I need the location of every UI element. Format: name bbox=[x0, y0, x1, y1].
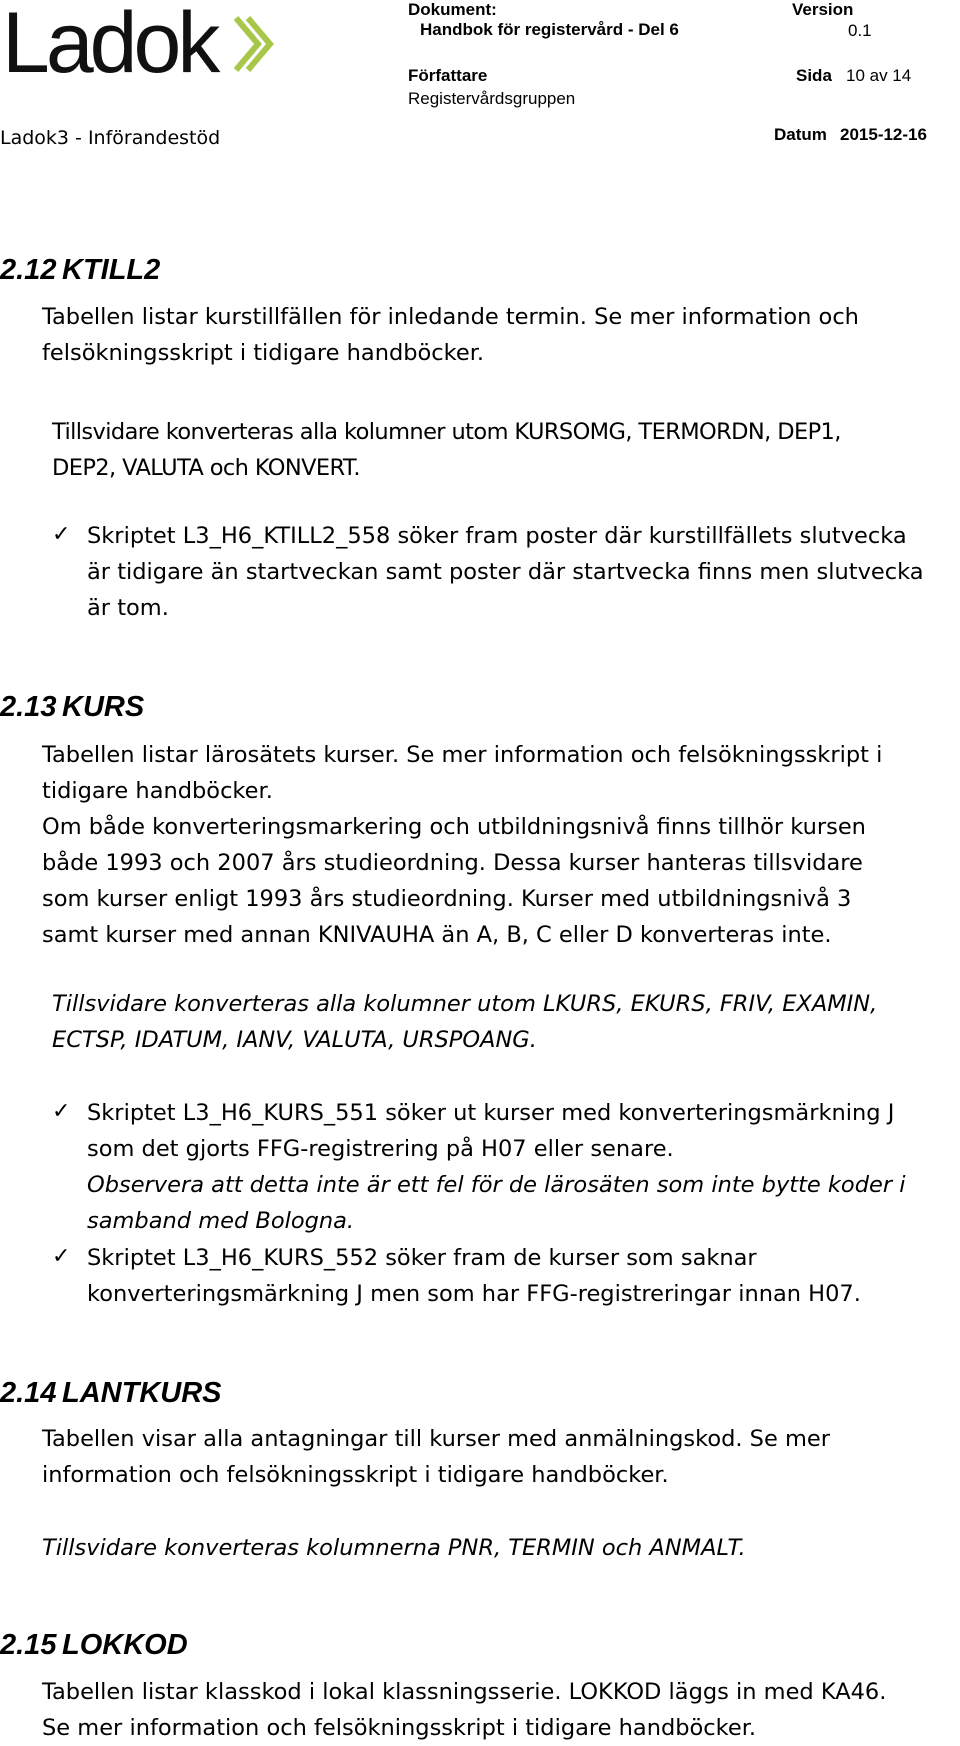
text-line: Observera att detta inte är ett fel för de lärosäten som inte bytte koder i bbox=[87, 1172, 906, 1198]
date-label: Datum bbox=[774, 125, 827, 144]
text-line: Skriptet L3_H6_KTILL2_558 söker fram poster där kurstillfällets slutvecka bbox=[87, 523, 907, 549]
section-number: 2.15 bbox=[0, 1629, 57, 1661]
section-number: 2.14 bbox=[0, 1377, 57, 1409]
text-line: tidigare handböcker. bbox=[42, 778, 273, 804]
paragraph bbox=[42, 299, 859, 371]
date-value: 2015-12-16 bbox=[840, 125, 927, 144]
text-line: Tillsvidare konverteras kolumnerna PNR, TERMIN och ANMALT. bbox=[42, 1535, 746, 1561]
section-title: LOKKOD bbox=[62, 1629, 188, 1661]
check-icon: ✓ bbox=[52, 522, 71, 547]
text-line: som kurser enligt 1993 års studieordning. Kurser med utbildningsnivå 3 bbox=[42, 886, 852, 912]
text-line: Om både konverteringsmarkering och utbildningsnivå finns tillhör kursen bbox=[42, 814, 866, 840]
support-text: Ladok3 - Införandestöd bbox=[0, 127, 221, 149]
text-line: Tabellen listar kurstillfällen för inledande termin. Se mer information och bbox=[42, 304, 859, 330]
section-title: LANTKURS bbox=[62, 1377, 222, 1409]
section-number: 2.12 bbox=[0, 254, 57, 286]
text-line: Tabellen listar lärosätets kurser. Se mer information och felsökningsskript i bbox=[42, 742, 883, 768]
section-title: KTILL2 bbox=[62, 254, 161, 286]
text-line: är tom. bbox=[87, 595, 169, 621]
text-line: Skriptet L3_H6_KURS_551 söker ut kurser med konverteringsmärkning J bbox=[87, 1100, 895, 1126]
page-label: Sida bbox=[796, 66, 832, 85]
note bbox=[52, 414, 841, 486]
note bbox=[42, 1530, 746, 1566]
text-line: Tillsvidare konverteras alla kolumner utom LKURS, EKURS, FRIV, EXAMIN, bbox=[52, 991, 878, 1017]
note bbox=[52, 986, 877, 1058]
text-line: konverteringsmärkning J men som har FFG-registreringar innan H07. bbox=[87, 1281, 861, 1307]
version-label: Version bbox=[792, 0, 854, 19]
section-heading-ktill2 bbox=[0, 254, 160, 287]
document-label: Dokument: bbox=[408, 0, 497, 19]
section-title: KURS bbox=[62, 691, 145, 723]
check-icon: ✓ bbox=[52, 1099, 71, 1124]
section-number: 2.13 bbox=[0, 691, 57, 723]
check-item bbox=[87, 1240, 861, 1312]
check-icon: ✓ bbox=[52, 1244, 71, 1269]
text-line: DEP2, VALUTA och KONVERT. bbox=[52, 455, 360, 481]
section-heading-lokkod bbox=[0, 1629, 188, 1662]
author-label: Författare bbox=[408, 66, 488, 85]
text-line: är tidigare än startveckan samt poster där startvecka finns men slutvecka bbox=[87, 559, 924, 585]
text-line: samband med Bologna. bbox=[87, 1208, 355, 1234]
text-line: Tabellen visar alla antagningar till kurser med anmälningskod. Se mer bbox=[42, 1426, 830, 1452]
check-item bbox=[87, 1095, 905, 1239]
text-line: som det gjorts FFG-registrering på H07 eller senare. bbox=[87, 1136, 674, 1162]
logo-wordmark: Ladok bbox=[2, 0, 217, 86]
text-line: ECTSP, IDATUM, IANV, VALUTA, URSPOANG. bbox=[52, 1027, 537, 1053]
page-value: 10 av 14 bbox=[846, 66, 912, 85]
ladok-logo bbox=[0, 0, 290, 86]
document-title: Handbok för registervård - Del 6 bbox=[420, 20, 679, 39]
version-value: 0.1 bbox=[848, 21, 872, 40]
text-line: Skriptet L3_H6_KURS_552 söker fram de kurser som saknar bbox=[87, 1245, 757, 1271]
text-line: både 1993 och 2007 års studieordning. Dessa kurser hanteras tillsvidare bbox=[42, 850, 863, 876]
text-line: Tillsvidare konverteras alla kolumner utom KURSOMG, TERMORDN, DEP1, bbox=[52, 419, 841, 445]
author-value: Registervårdsgruppen bbox=[408, 89, 576, 108]
check-item bbox=[87, 518, 924, 626]
paragraph bbox=[42, 737, 882, 953]
text-line: information och felsökningsskript i tidigare handböcker. bbox=[42, 1462, 669, 1488]
section-heading-lantkurs bbox=[0, 1377, 222, 1410]
text-line: samt kurser med annan KNIVAUHA än A, B, C eller D konverteras inte. bbox=[42, 922, 832, 948]
text-line: Se mer information och felsökningsskript i tidigare handböcker. bbox=[42, 1715, 757, 1741]
text-line: felsökningsskript i tidigare handböcker. bbox=[42, 340, 485, 366]
paragraph bbox=[42, 1674, 886, 1746]
section-heading-kurs bbox=[0, 691, 144, 724]
paragraph bbox=[42, 1421, 830, 1493]
text-line: Tabellen listar klasskod i lokal klassningsserie. LOKKOD läggs in med KA46. bbox=[42, 1679, 887, 1705]
